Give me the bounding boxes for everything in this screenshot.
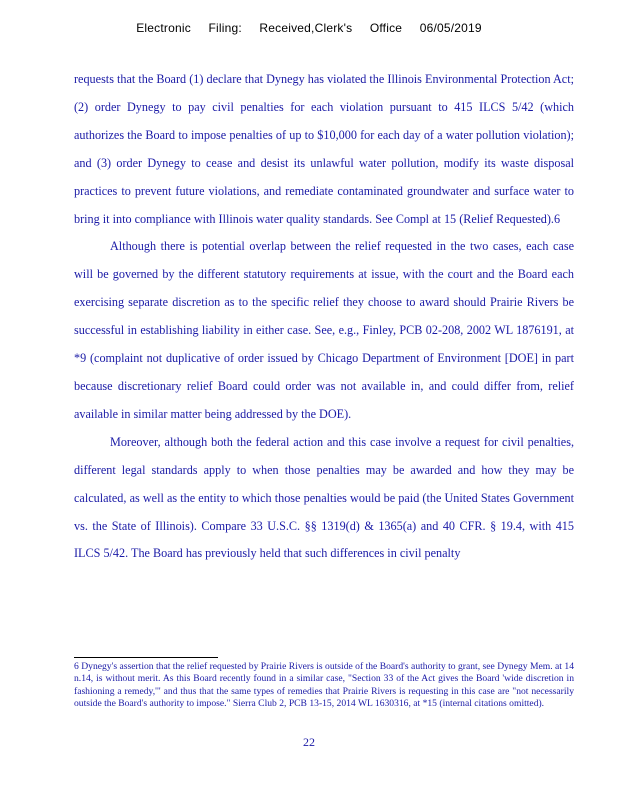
footnote-separator (74, 657, 218, 658)
footnote-6: 6 Dynegy's assertion that the relief requested by Prairie Rivers is outside of the Board's authority to grant, see Dynegy Mem. at 14 n.14, is without merit. As this Board recently found in a similar case, "Section 33 of the Act gives the Board 'wide discretion in fashioning a remedy,'" and thus that the same types of remedies that Prairie Rivers is requesting in this case are "not necessarily outside the Board's authority to impose." Sierra Club 2, PCB 13-15, 2014 WL 1630316, at *15 (internal citations omitted). (74, 661, 574, 710)
header-filing: Filing: (208, 21, 242, 35)
header-office: Office (369, 21, 403, 35)
body-text (74, 66, 574, 568)
filing-stamp-header (0, 21, 618, 35)
header-electronic: Electronic (136, 21, 191, 35)
header-received: Received,Clerk's (259, 21, 353, 35)
paragraph-overlap: Although there is potential overlap between the relief requested in the two cases, each case will be governed by the different statutory requirements at issue, with the court and the Board each exercising separate discretion as to the specific relief they choose to award should Prairie Rivers be successful in establishing liability in either case. See, e.g., Finley, PCB 02-208, 2002 WL 1876191, at *9 (complaint not duplicative of order issued by Chicago Department of Environment [DOE] in part because discretionary relief Board could order was not available in, and could differ from, relief available in similar matter being addressed by the DOE). (74, 239, 574, 421)
paragraph-relief-requested: requests that the Board (1) declare that Dynegy has violated the Illinois Environmental Protection Act; (2) order Dynegy to pay civil penalties for each violation pursuant to 415 ILCS 5/42 (which authorizes the Board to impose penalties of up to $10,000 for each day of a water pollution violation); and (3) order Dynegy to cease and desist its unlawful water pollution, modify its waste disposal practices to prevent future violations, and remediate contaminated groundwater and surface water to bring it into compliance with Illinois water quality standards. See Compl at 15 (Relief Requested).6 (74, 72, 574, 226)
page-number: 22 (303, 735, 315, 749)
paragraph-civil-penalties: Moreover, although both the federal action and this case involve a request for civil penalties, different legal standards apply to when those penalties may be awarded and how they may be calculated, as well as the entity to which those penalties would be paid (the United States Government vs. the State of Illinois). Compare 33 U.S.C. §§ 1319(d) & 1365(a) and 40 CFR. § 19.4, with 415 ILCS 5/42. The Board has previously held that such differences in civil penalty (74, 434, 574, 561)
header-date: 06/05/2019 (419, 21, 482, 35)
